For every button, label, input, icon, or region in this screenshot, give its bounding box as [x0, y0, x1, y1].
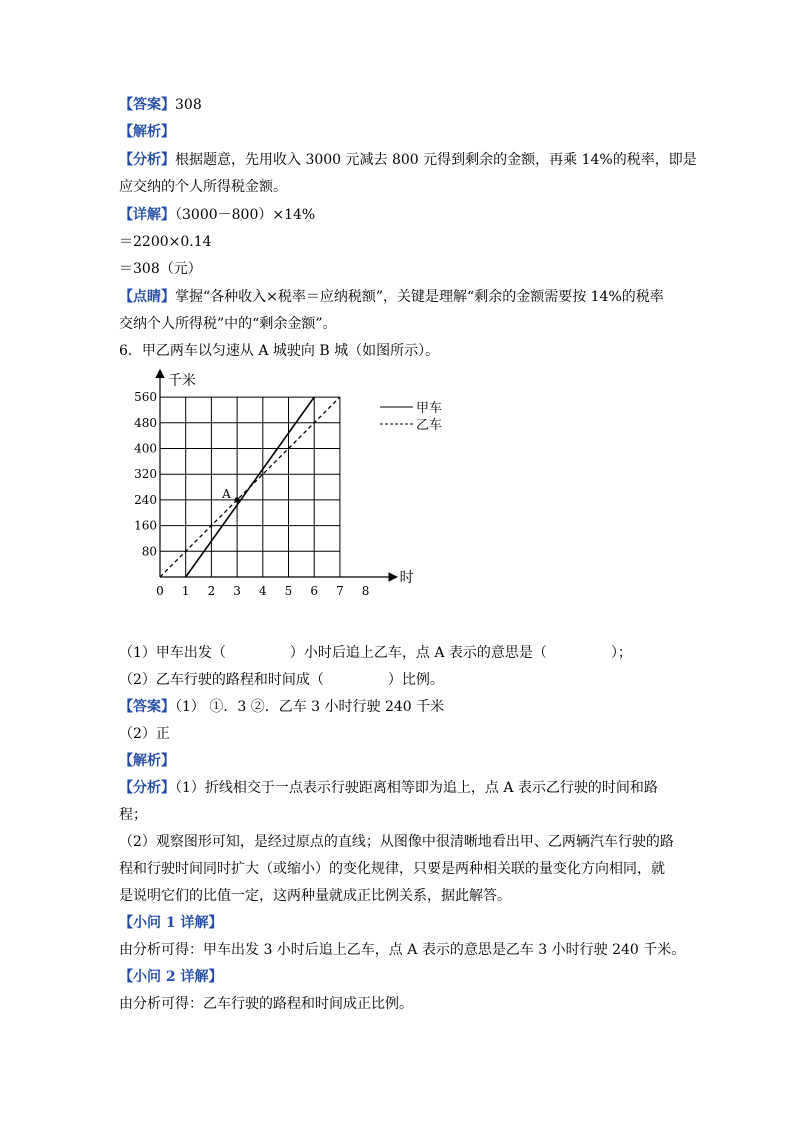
x-tick-label: 5	[284, 584, 293, 598]
legend-label: 乙车	[416, 418, 443, 433]
y-tick-label: 80	[141, 544, 157, 559]
distance-time-chart	[134, 365, 460, 598]
sub-question-2: （2）乙车行驶的路程和时间成（ ）比例。	[119, 672, 444, 688]
chart-legend	[380, 401, 442, 433]
analysis-line: 应交纳的个人所得税金额。	[119, 179, 287, 195]
key-point-line: 【点睛】掌握“各种收入×税率＝应纳税额”，关键是理解“剩余的金额需要按 14%的税率	[119, 289, 664, 305]
point-a-label: A	[222, 486, 231, 501]
x-tick-label: 8	[361, 584, 370, 598]
chart-series	[160, 397, 340, 577]
subq1-heading: 【小问 1 详解】	[119, 915, 223, 931]
y-tick-label: 400	[134, 441, 157, 456]
subq2-detail: 由分析可得：乙车行驶的路程和时间成正比例。	[119, 996, 413, 1012]
answer-tag: 【答案】	[119, 97, 175, 113]
y-tick-label: 560	[134, 390, 157, 405]
y-tick-label: 160	[134, 518, 157, 533]
point-a	[235, 497, 240, 502]
x-tick-label: 6	[310, 584, 319, 598]
detail-line: ＝2200×0.14	[119, 234, 212, 250]
key-point-line: 交纳个人所得税”中的“剩余金额”。	[119, 316, 337, 332]
answer-line	[119, 95, 202, 115]
analysis-line: 【分析】（1）折线相交于一点表示行驶距离相等即为追上，点 A 表示乙行驶的时间和路	[119, 780, 658, 796]
x-tick-label: 1	[181, 584, 190, 598]
x-tick-label: 2	[207, 584, 216, 598]
x-tick-label: 0	[156, 584, 164, 598]
question-title: 6．甲乙两车以匀速从 A 城驶向 B 城（如图所示）。	[119, 343, 440, 359]
legend-label: 甲车	[416, 401, 443, 416]
analysis-line: 程；	[119, 807, 147, 823]
chart-ticks	[134, 390, 369, 598]
answer-line: （2）正	[119, 726, 170, 742]
answer-line: 【答案】（1） ①．3 ②．乙车 3 小时行驶 240 千米	[119, 699, 445, 715]
analysis-heading: 【解析】	[119, 753, 175, 769]
subq1-detail: 由分析可得：甲车出发 3 小时后追上乙车，点 A 表示的意思是乙车 3 小时行驶 240 千米。	[119, 942, 686, 958]
x-tick-label: 4	[258, 584, 267, 598]
y-tick-label: 320	[134, 467, 157, 482]
chart-axes	[160, 371, 414, 586]
x-tick-label: 3	[233, 584, 241, 598]
subq2-heading: 【小问 2 详解】	[119, 969, 223, 985]
series-line	[160, 397, 340, 577]
analysis-line: 程和行驶时间同时扩大（或缩小）的变化规律，只要是两种相关联的量变化方向相同，就	[119, 861, 665, 877]
x-tick-label: 7	[336, 584, 344, 598]
answer-value: 308	[175, 97, 202, 113]
detail-line: 【详解】（3000－800）×14%	[119, 207, 316, 223]
sub-question-1: （1）甲车出发（ ）小时后追上乙车，点 A 表示的意思是（ ）；	[119, 645, 632, 661]
analysis-heading: 【解析】	[119, 124, 175, 140]
y-axis-label: 千米	[168, 373, 196, 389]
y-tick-label: 240	[134, 492, 157, 507]
analysis-line: 是说明它们的比值一定，这两种量就成正比例关系，据此解答。	[119, 888, 511, 904]
detail-line: ＝308（元）	[119, 261, 202, 277]
x-axis-label: 时	[399, 570, 414, 586]
y-tick-label: 480	[134, 415, 157, 430]
analysis-line: 【分析】根据题意，先用收入 3000 元减去 800 元得到剩余的金额，再乘 14%的税率，即是	[119, 152, 697, 168]
analysis-line: （2）观察图形可知，是经过原点的直线；从图像中很清晰地看出甲、乙两辆汽车行驶的路	[119, 834, 674, 850]
